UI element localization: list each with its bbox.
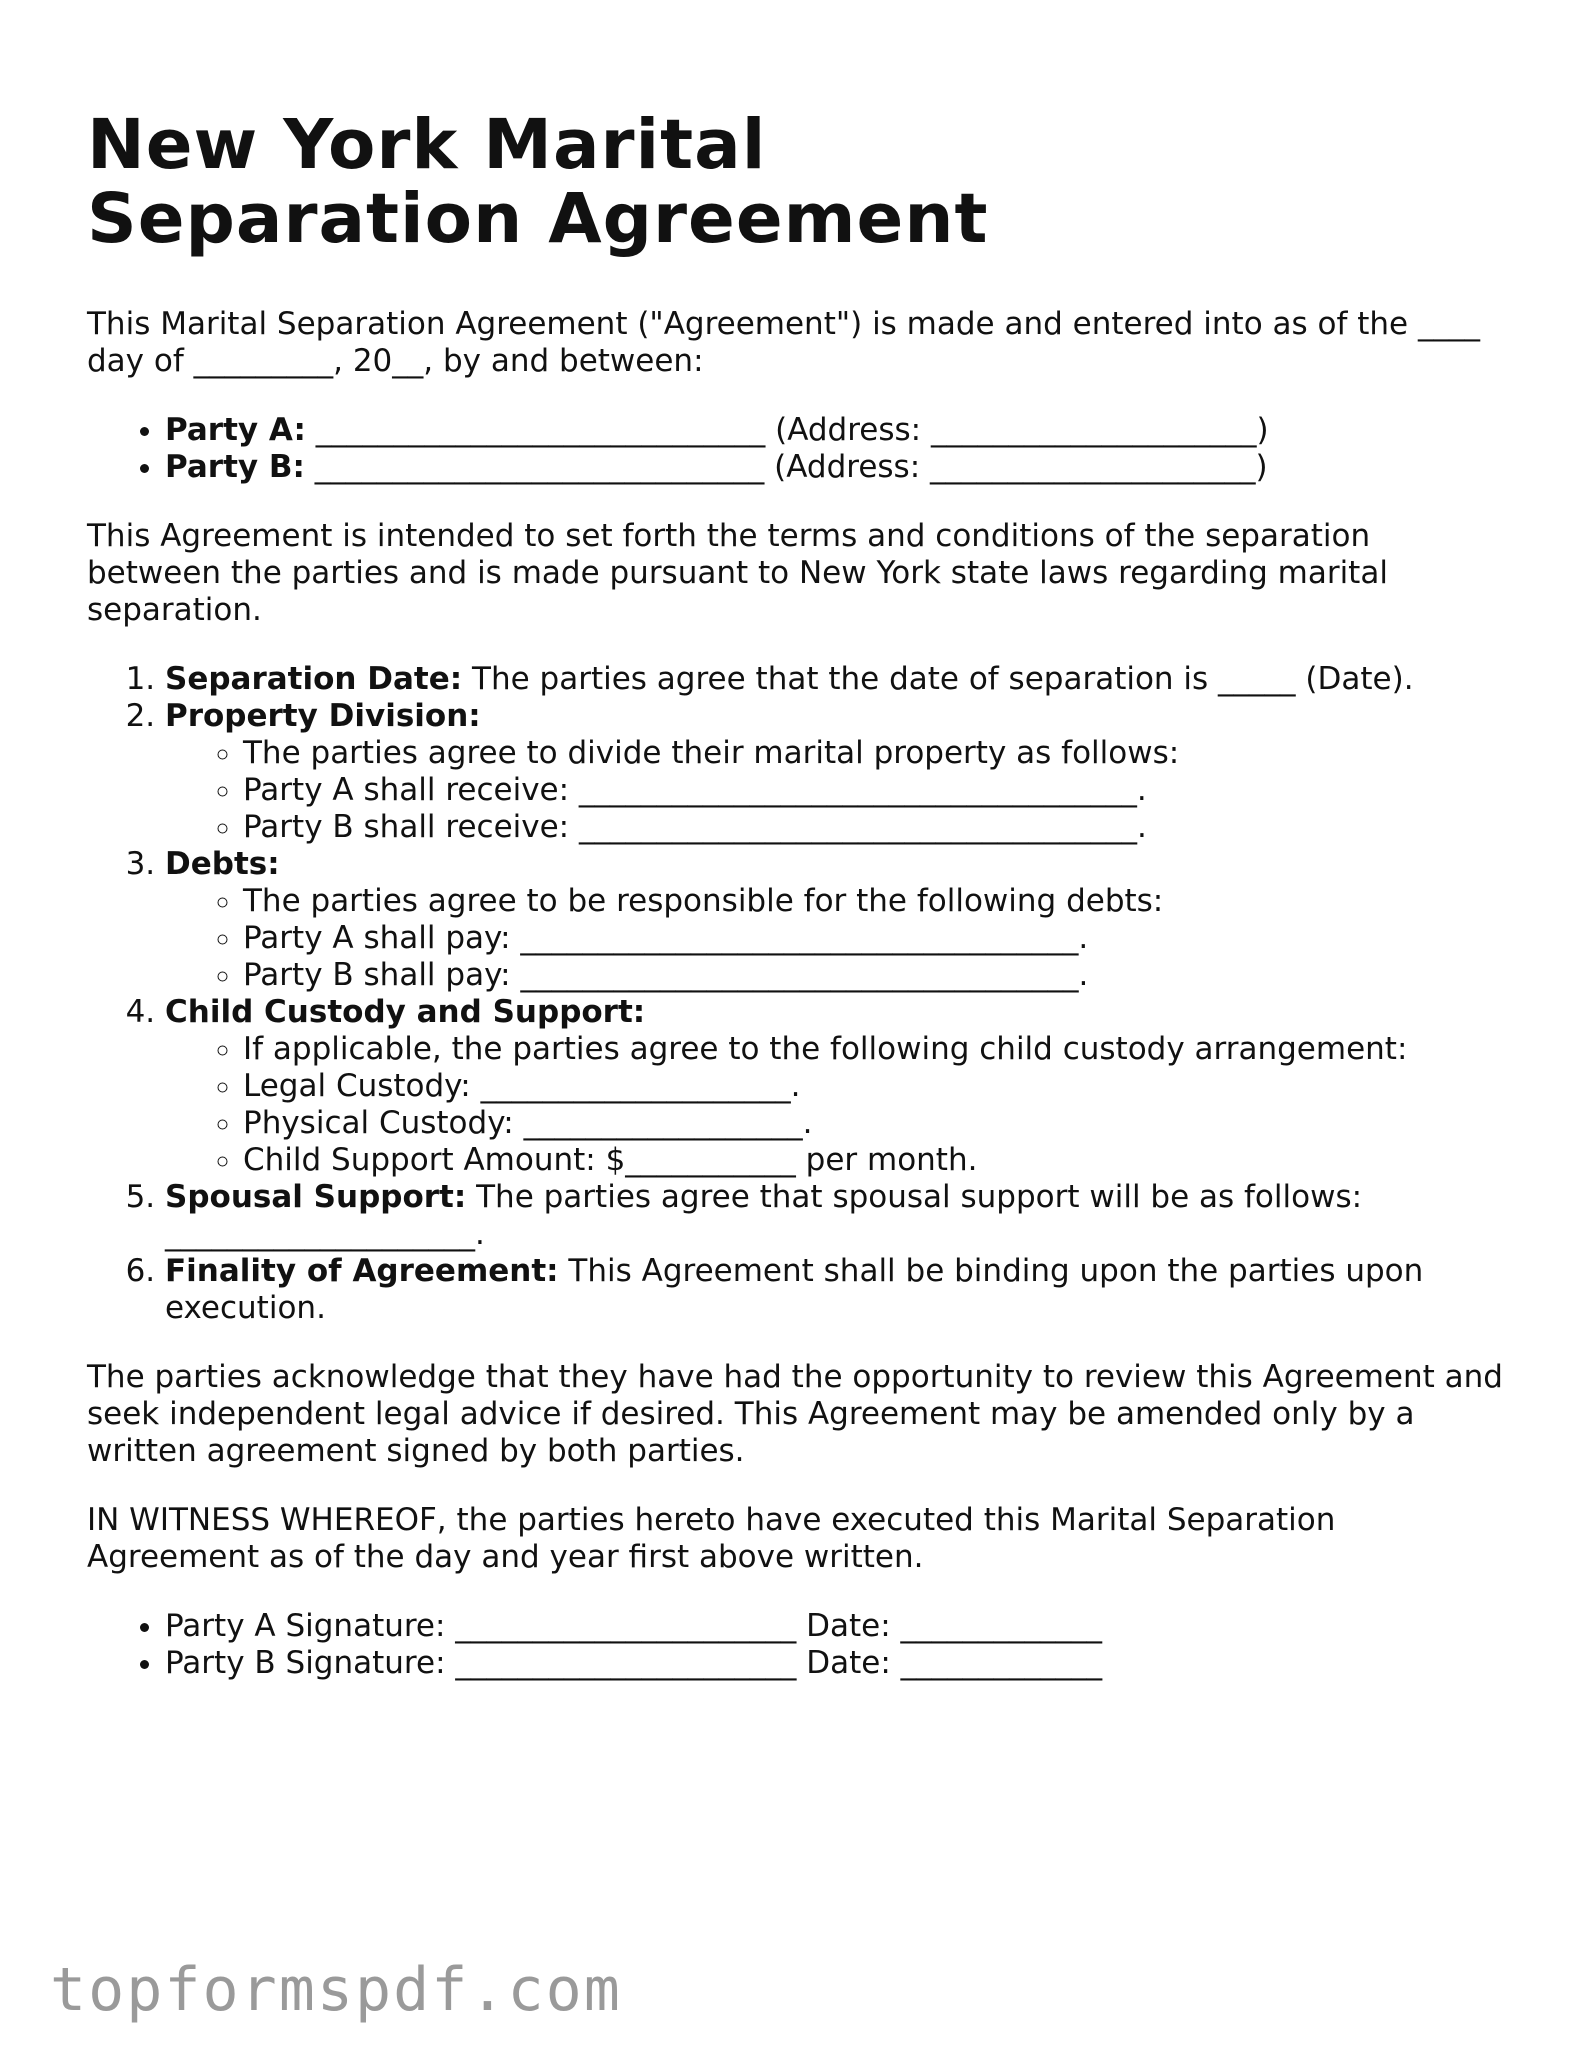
sub-item: ◦ Party A shall pay: ____________________________________. — [243, 920, 1507, 957]
intro-paragraph: This Marital Separation Agreement ("Agreement") is made and entered into as of the ____ day of _________, 20__, by and between: — [87, 306, 1480, 379]
term-text: The parties agree that spousal support will be as follows: ____________________. — [165, 1179, 1363, 1252]
signature-line-party-b: • Party B Signature: ______________________ Date: _____________ — [165, 1645, 1507, 1682]
party-a-item — [165, 412, 1507, 449]
term-debts — [165, 846, 1507, 994]
party-b-item — [165, 449, 1507, 486]
debts-sublist — [165, 883, 1507, 994]
term-text: The parties agree that the date of separation is _____ (Date). — [462, 661, 1414, 697]
signature-line-party-a: • Party A Signature: ______________________ Date: _____________ — [165, 1608, 1507, 1645]
watermark: topformspdf.com — [50, 1955, 622, 2025]
document-title: New York Marital Separation Agreement — [87, 105, 989, 259]
witness-paragraph: IN WITNESS WHEREOF, the parties hereto have executed this Marital Separation Agreement as of the day and year first above written. — [87, 1502, 1336, 1575]
terms-list — [87, 661, 1507, 1327]
purpose-paragraph: This Agreement is intended to set forth the terms and conditions of the separation between the parties and is made pursuant to New York state laws regarding marital separation. — [87, 518, 1388, 628]
term-label: Debts: — [165, 846, 280, 882]
term-text: This Agreement shall be binding upon the parties upon execution. — [165, 1253, 1424, 1326]
party-a-label: Party A: — [165, 412, 306, 448]
term-property-division — [165, 698, 1507, 846]
term-child-custody — [165, 994, 1507, 1179]
acknowledgment-paragraph: The parties acknowledge that they have had the opportunity to review this Agreement and seek independent legal advice if desired. This Agreement may be amended only by a written agreement signed by both parties. — [87, 1359, 1503, 1469]
signature-list — [87, 1608, 1507, 1682]
document-content — [87, 105, 1507, 1682]
term-label: Child Custody and Support: — [165, 994, 646, 1030]
custody-sublist — [165, 1031, 1507, 1179]
property-sublist — [165, 735, 1507, 846]
sub-item: ◦ Child Support Amount: $___________ per month. — [243, 1142, 1507, 1179]
parties-list — [87, 412, 1507, 486]
sub-item: ◦ If applicable, the parties agree to the following child custody arrangement: — [243, 1031, 1507, 1068]
sub-item: ◦ The parties agree to divide their marital property as follows: — [243, 735, 1507, 772]
party-b-label: Party B: — [165, 449, 305, 485]
sub-item: ◦ Physical Custody: __________________. — [243, 1105, 1507, 1142]
term-finality — [165, 1253, 1507, 1327]
sub-item: ◦ Party B shall receive: ____________________________________. — [243, 809, 1507, 846]
term-label: Property Division: — [165, 698, 481, 734]
term-separation-date — [165, 661, 1507, 698]
party-a-blank: _____________________________ (Address: _____________________) — [305, 412, 1269, 448]
term-spousal-support — [165, 1179, 1507, 1253]
sub-item: ◦ The parties agree to be responsible for the following debts: — [243, 883, 1507, 920]
sub-item: ◦ Legal Custody: ____________________. — [243, 1068, 1507, 1105]
term-label: Separation Date: — [165, 661, 463, 697]
sub-item: ◦ Party B shall pay: ____________________________________. — [243, 957, 1507, 994]
term-label: Spousal Support: — [165, 1179, 467, 1215]
term-label: Finality of Agreement: — [165, 1253, 559, 1289]
sub-item: ◦ Party A shall receive: ____________________________________. — [243, 772, 1507, 809]
party-b-blank: _____________________________ (Address: _____________________) — [304, 449, 1268, 485]
